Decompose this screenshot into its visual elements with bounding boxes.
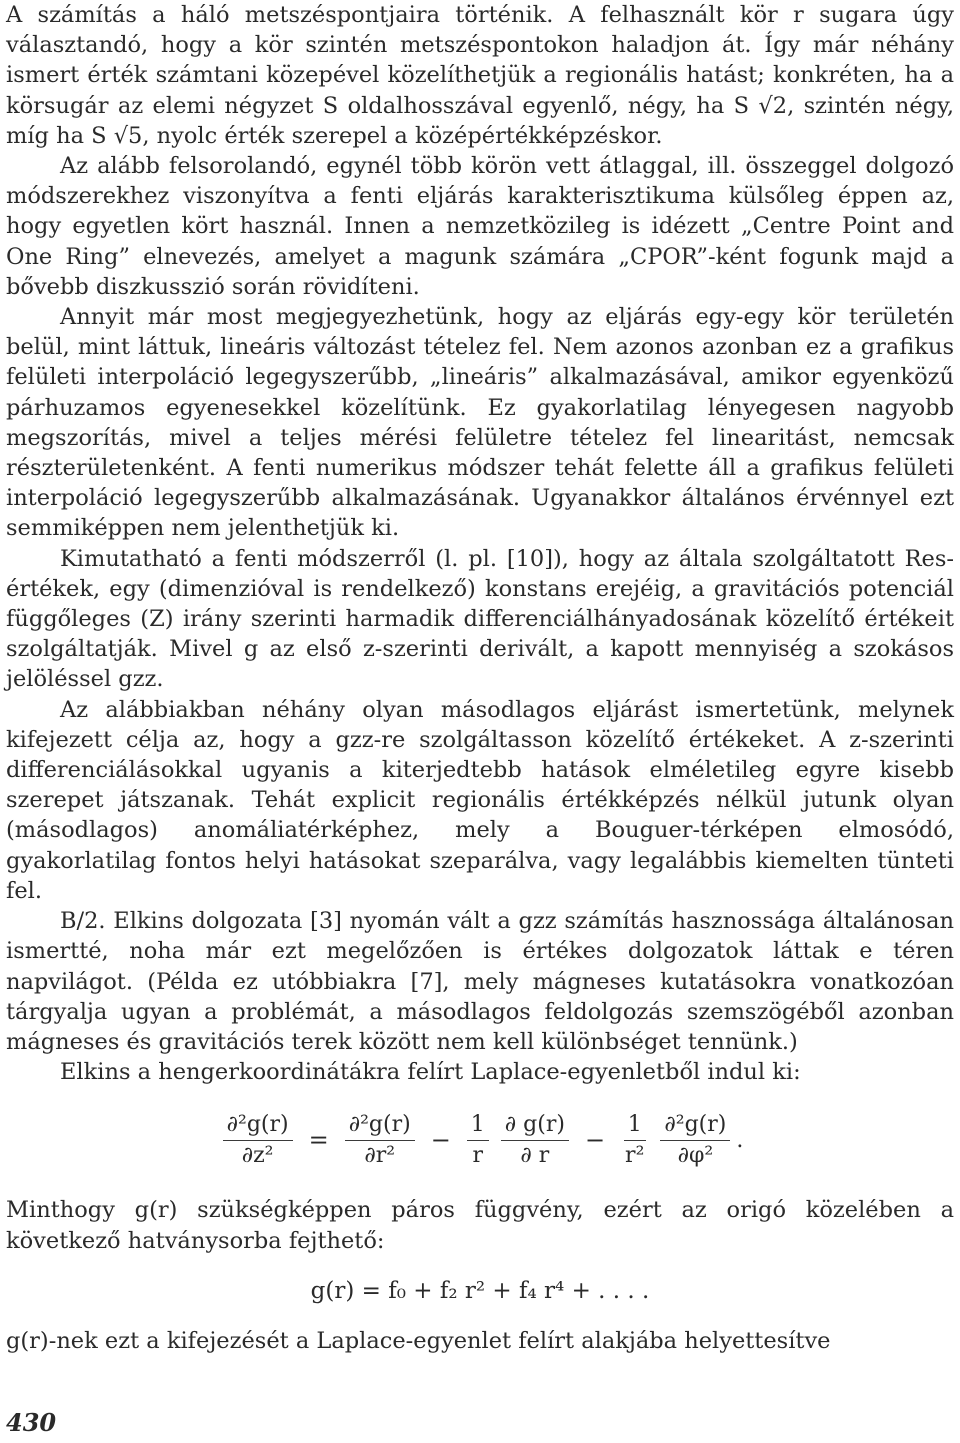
- fraction-1-over-r: [467, 1110, 489, 1171]
- fraction-numerator: ∂²g(r): [660, 1110, 730, 1141]
- fraction-numerator: ∂²g(r): [223, 1110, 293, 1141]
- minus-sign: −: [584, 1126, 606, 1155]
- fraction-denominator: ∂z²: [241, 1142, 274, 1168]
- fraction-d2g-dphi2: [660, 1110, 730, 1171]
- equation-period: .: [736, 1127, 744, 1153]
- paragraph-4: Kimutatható a fenti módszerről (l. pl. [10]), hogy az általa szolgáltatott Res-értékek, egy (dimenzióval is rendelkező) konstans erejéig, a gravitációs potenciál függőleges (Z) irány szerinti harmadik differenciálhányadosának közelítő értékeit szolgáltatják. Mivel g az első z-szerinti derivált, a kapott mennyiség a szokásos jelöléssel gzz.: [6, 545, 954, 693]
- paragraph-9: g(r)-nek ezt a kifejezését a Laplace-egyenlet felírt alakjába helyettesítve: [6, 1327, 831, 1354]
- paragraph-7: Elkins a hengerkoordinátákra felírt Laplace-egyenletből indul ki:: [60, 1059, 801, 1086]
- fraction-numerator: 1: [624, 1110, 646, 1141]
- fraction-denominator: ∂r²: [364, 1142, 396, 1168]
- laplace-equation: [6, 1097, 954, 1183]
- minus-sign: −: [430, 1126, 451, 1155]
- power-series-equation: g(r) = f₀ + f₂ r² + f₄ r⁴ + . . . .: [310, 1277, 650, 1304]
- fraction-d2g-dr2: [345, 1110, 415, 1171]
- paragraph-6: B/2. Elkins dolgozata [3] nyomán vált a gzz számítás hasznossága általánosan ismertté, noha már ezt megelőzően is értékes dolgozatok láttak e téren napvilágot. (Példa ez utóbbiakra [7], mely mágneses kutatásokra vonatkozóan tárgyalja ugyan a problémát, a másodlagos feldolgozás szemszögéből azonban mágneses és gravitációs terek között nem kell különbséget tennünk.): [6, 908, 954, 1055]
- fraction-denominator: ∂φ²: [677, 1142, 714, 1168]
- fraction-numerator: ∂ g(r): [501, 1110, 569, 1141]
- paragraph-5: Az alábbiakban néhány olyan másodlagos eljárást ismertetünk, melynek kifejezett célja az, hogy a gzz-re szolgáltasson közelítő értékeket. A z-szerinti differenciálásokkal ugyanis a kiterjedtebb hatások elméletileg egyre kisebb szerepet játszanak. Tehát explicit regionális értékképzés nélkül jutunk olyan (másodlagos) anomáliatérképhez, mely a Bouguer-térképen elmosódó, gyakorlatilag fontos helyi hatásokat szeparálva, vagy legalábbis kiemelten tünteti fel.: [6, 696, 954, 904]
- paragraph-2: Az alább felsorolandó, egynél több körön vett átlaggal, ill. összeggel dolgozó módszerekhez viszonyítva a fenti eljárás karakterisztikuma külsőleg éppen az, hogy egyetlen kört használ. Innen a nemzetközileg is idézett „Centre Point and One Ring” elnevezés, amelyet a magunk számára „CPOR”-ként fogunk majd a bővebb diszkusszió során rövidíteni.: [6, 153, 954, 300]
- fraction-denominator: ∂ r: [520, 1142, 550, 1168]
- fraction-d2g-dz2: [223, 1110, 293, 1171]
- fraction-1-over-r2: [621, 1110, 648, 1171]
- fraction-numerator: ∂²g(r): [345, 1110, 415, 1141]
- fraction-denominator: r²: [625, 1142, 645, 1168]
- fraction-numerator: 1: [467, 1110, 489, 1141]
- paragraph-3: Annyit már most megjegyezhetünk, hogy az eljárás egy-egy kör területén belül, mint láttuk, lineáris változást tételez fel. Nem azonos azonban ez a grafikus felületi interpoláció legegyszerűbb, „lineáris” alkalmazásával, amikor egyenközű párhuzamos egyenesekkel közelítünk. Ez gyakorlatilag lényegesen nagyobb megszorítás, mivel a teljes mérési felületre tételez fel linearitást, nemcsak részterületenként. A fenti numerikus módszer tehát felette áll a grafikus felületi interpoláció legegyszerűbb alkalmazásának. Ugyanakkor általános érvénnyel ezt semmiképpen nem jelenthetjük ki.: [6, 304, 954, 542]
- paragraph-8: Minthogy g(r) szükségképpen páros függvény, ezért az origó közelében a következő hatványsorba fejthető:: [6, 1197, 954, 1254]
- fraction-dg-dr: [501, 1110, 569, 1171]
- equals-sign: =: [308, 1126, 329, 1155]
- paragraph-1: A számítás a háló metszéspontjaira történik. A felhasznált kör r sugara úgy választandó, hogy a kör szintén metszéspontokon haladjon át. Így már néhány ismert érték számtani közepével közelíthetjük a regionális hatást; konkréten, ha a körsugár az elemi négyzet S oldalhosszával egyenlő, négy, ha S √2, szintén négy, míg ha S √5, nyolc érték szerepel a középértékképzéskor.: [6, 2, 954, 149]
- fraction-denominator: r: [472, 1142, 484, 1168]
- page-number: 430: [6, 1408, 57, 1437]
